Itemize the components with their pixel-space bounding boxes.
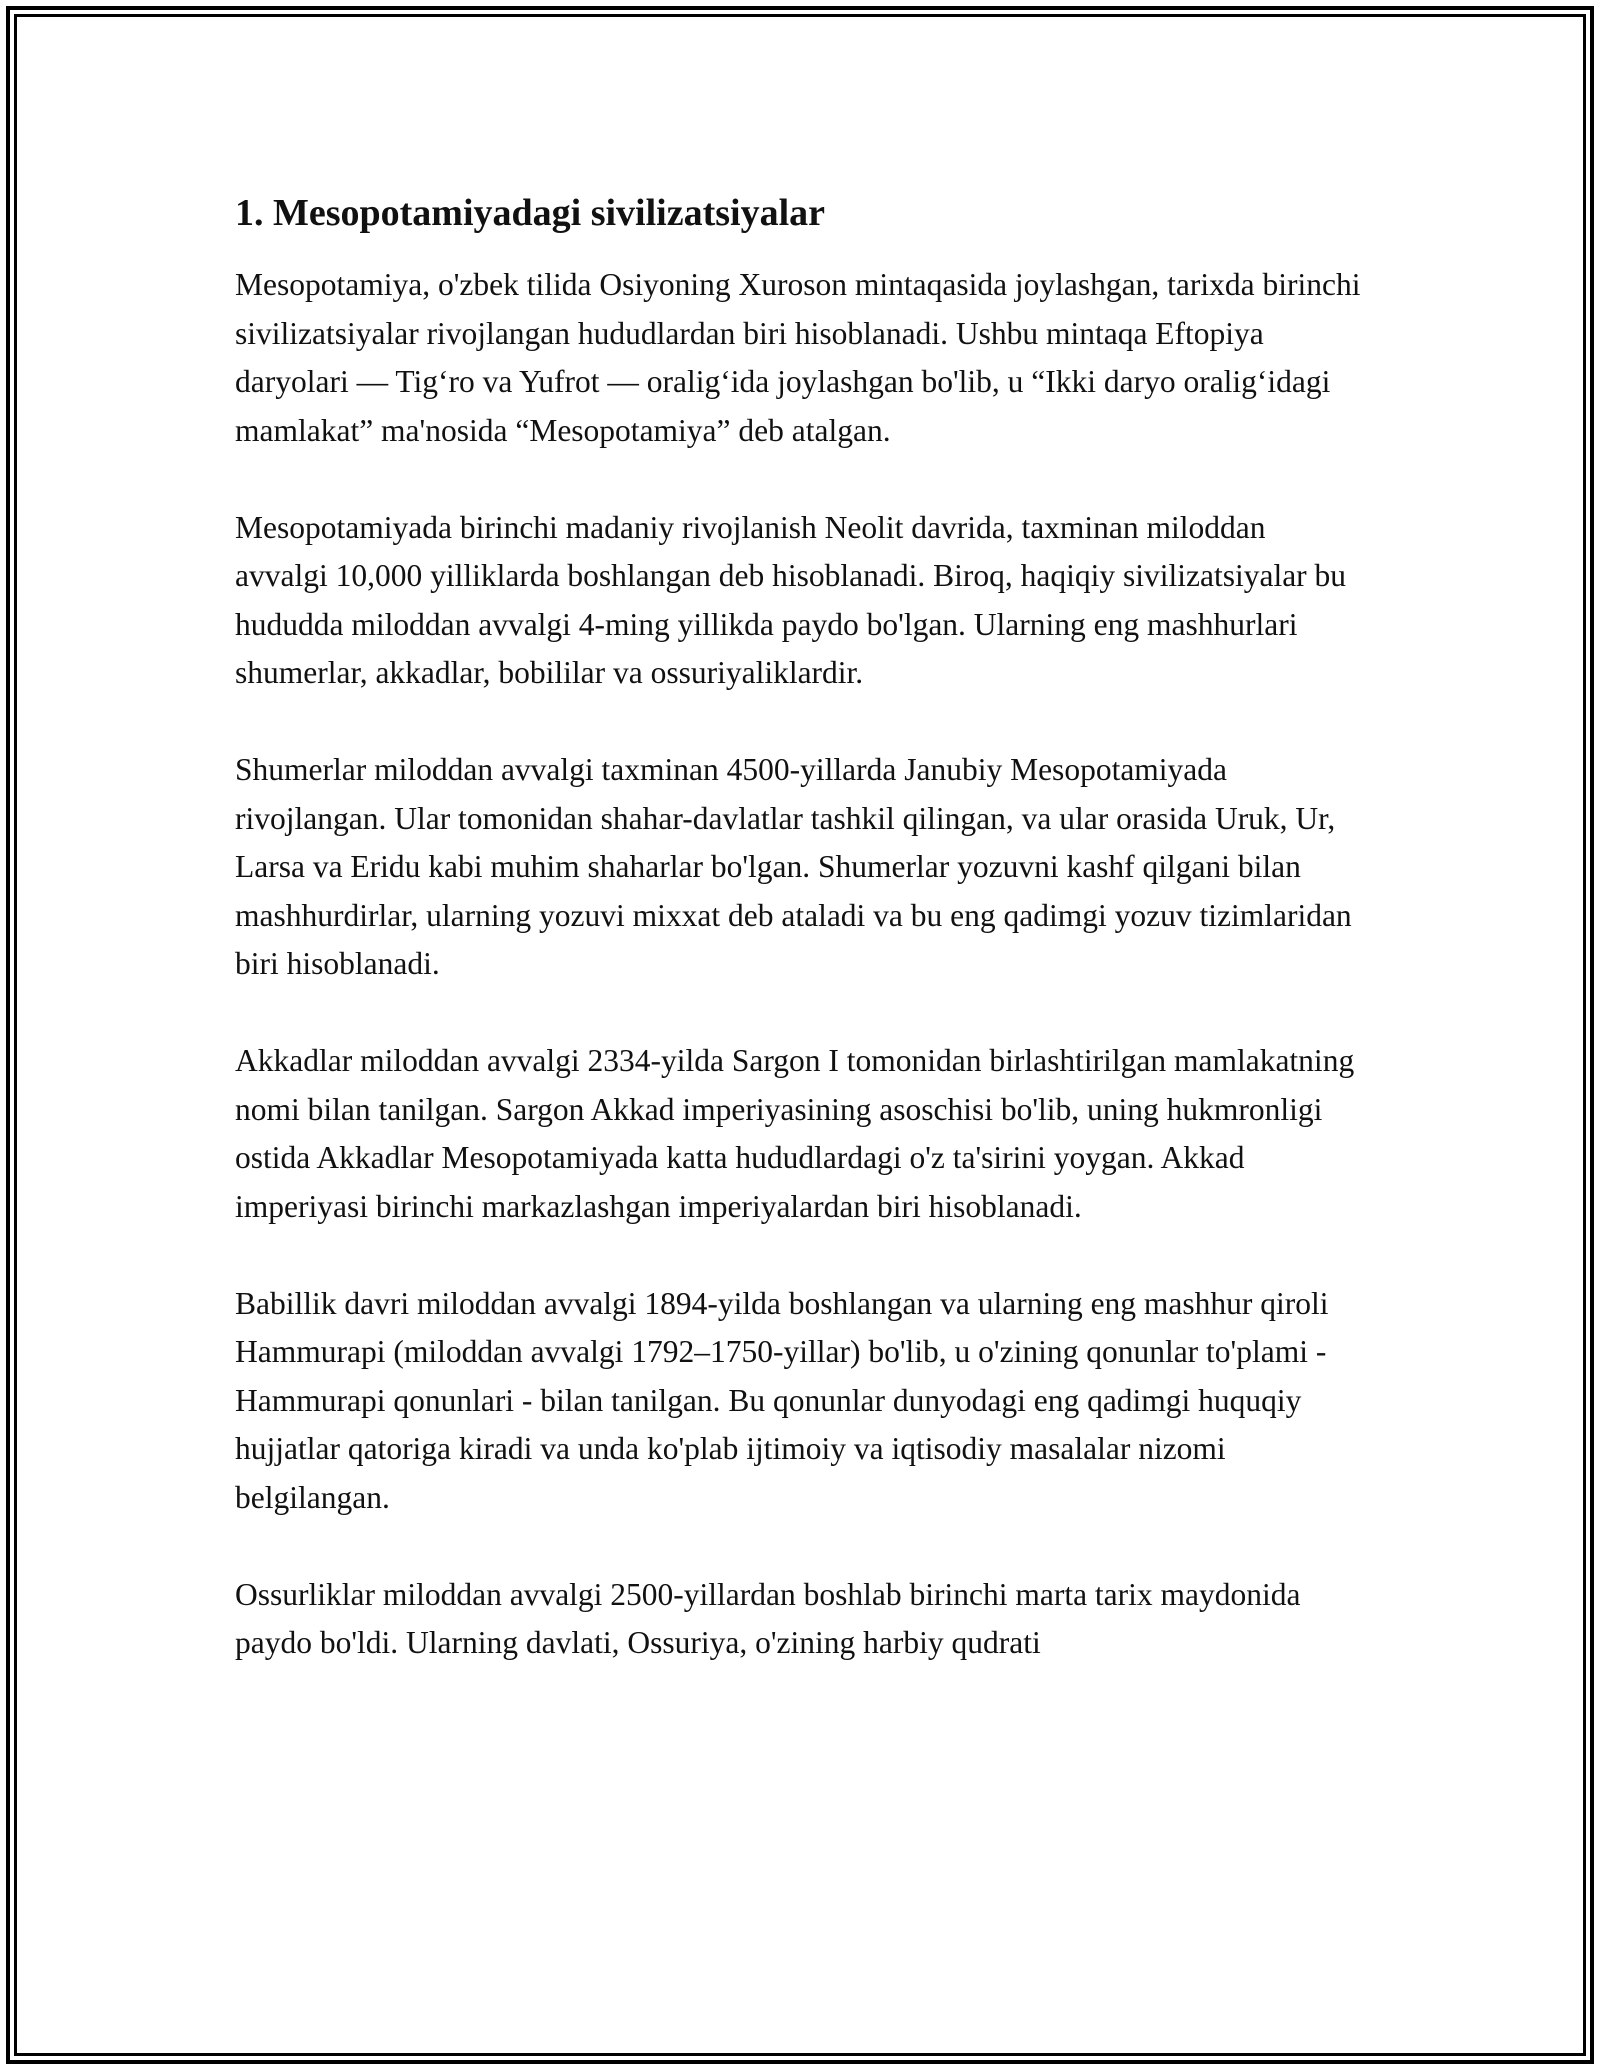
document-body [235,185,1365,1716]
paragraph-akkadians: Akkadlar miloddan avvalgi 2334-yilda Sargon I tomonidan birlashtirilgan mamlakatning nomi bilan tanilgan. Sargon Akkad imperiyasining asoschisi bo'lib, uning hukmronligi ostida Akkadlar Mesopotamiyada katta hududlardagi o'z ta'sirini yoygan. Akkad imperiyasi birinchi markazlashgan imperiyalardan biri hisoblanadi. [235,1043,1355,1224]
paragraph-neolithic: Mesopotamiyada birinchi madaniy rivojlanish Neolit davrida, taxminan miloddan avvalgi 10,000 yilliklarda boshlangan deb hisoblanadi. Biroq, haqiqiy sivilizatsiyalar bu hududda miloddan avvalgi 4-ming yillikda paydo bo'lgan. Ularning eng mashhurlari shumerlar, akkadlar, bobililar va ossuriyaliklardir. [235,509,1347,690]
paragraph-assyrians: Ossurliklar miloddan avvalgi 2500-yillardan boshlab birinchi marta tarix maydonida paydo bo'ldi. Ularning davlati, Ossuriya, o'zining harbiy qudrati [235,1576,1301,1660]
paragraph-babylonians: Babillik davri miloddan avvalgi 1894-yilda boshlangan va ularning eng mashhur qiroli Hammurapi (miloddan avvalgi 1792–1750-yillar) bo'lib, u o'zining qonunlar to'plami - Hammurapi qonunlari - bilan tanilgan. Bu qonunlar dunyodagi eng qadimgi huquqiy hujjatlar qatoriga kiradi va unda ko'plab ijtimoiy va iqtisodiy masalalar nizomi belgilangan. [235,1285,1329,1515]
paragraph-intro: Mesopotamiya, o'zbek tilida Osiyoning Xuroson mintaqasida joylashgan, tarixda birinchi sivilizatsiyalar rivojlangan hududlardan biri hisoblanadi. Ushbu mintaqa Eftopiya daryolari — Tig‘ro va Yufrot — oralig‘ida joylashgan bo'lib, u “Ikki daryo oralig‘idagi mamlakat” ma'nosida “Mesopotamiya” deb atalgan. [235,267,1361,448]
section-heading: 1. Mesopotamiyadagi sivilizatsiyalar [235,192,826,234]
paragraph-sumerians: Shumerlar miloddan avvalgi taxminan 4500-yillarda Janubiy Mesopotamiyada rivojlangan. Ular tomonidan shahar-davlatlar tashkil qilingan, va ular orasida Uruk, Ur, Larsa va Eridu kabi muhim shaharlar bo'lgan. Shumerlar yozuvni kashf qilgani bilan mashhurdirlar, ularning yozuvi mixxat deb ataladi va bu eng qadimgi yozuv tizimlaridan biri hisoblanadi. [235,752,1352,981]
